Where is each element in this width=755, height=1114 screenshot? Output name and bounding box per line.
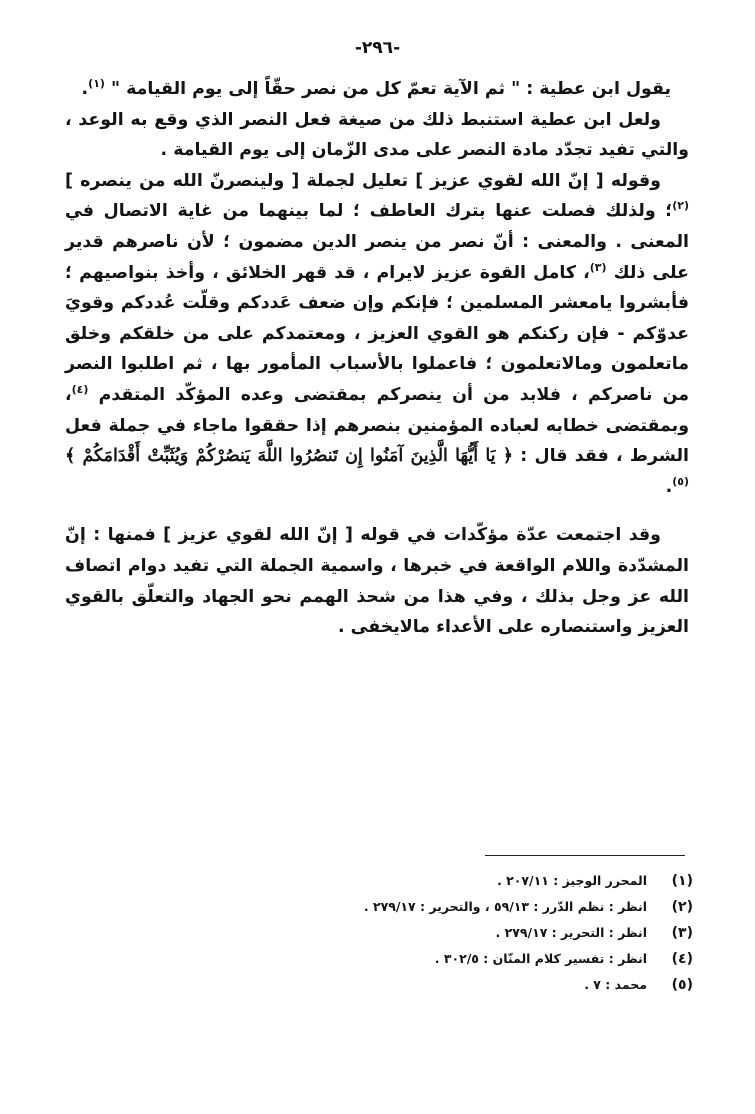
footnote-text: المحرر الوجيز : ٢٠٧/١١ .: [497, 873, 647, 888]
paragraph: [65, 520, 689, 642]
footnote-number: (٤): [671, 951, 693, 967]
footnote-text: انظر : تفسير كلام المنّان : ٣٠٢/٥ .: [434, 951, 647, 966]
footnote-number: (٥): [671, 977, 693, 993]
footnote-number: (٢): [671, 899, 693, 915]
text-segment: ؛ ولذلك فصلت عنها بترك العاطف ؛ لما بينهما من غاية الاتصال في المعنى . والمعنى : أنّ نصر من ينصر الدين مضمون ؛ لأن ناصرهم قدير على ذلك: [65, 201, 689, 283]
quran-verse: ﴿ يَا أَيُّهَا الَّذِينَ آمَنُوا إِن تَنصُرُوا اللَّهَ يَنصُرْكُمْ وَيُثَبِّتْ أَقْدَامَكُمْ ﴾: [65, 446, 513, 467]
footnote-ref[interactable]: (٥): [672, 474, 689, 488]
text-segment: ولعل ابن عطية استنبط ذلك من صيغة فعل النصر الذي وقع به الوعد ، والتي تفيد تجدّد مادة النصر على مدى الزّمان إلى يوم القيامة .: [65, 109, 689, 161]
footnote: [53, 920, 693, 946]
footnote: [53, 972, 693, 998]
footnote: [53, 868, 693, 894]
paragraph: [65, 166, 689, 503]
paragraph: [65, 105, 689, 166]
footnote-ref[interactable]: (٤): [71, 383, 89, 397]
footnote: [53, 946, 693, 972]
footnote-divider: [485, 855, 685, 856]
text-segment: وقد اجتمعت عدّة مؤكّدات في قوله [ إنّ الله لقوي عزيز ] فمنها : إنّ المشدّدة واللام الواقعة في خبرها ، واسمية الجملة التي تفيد دوام اتصاف الله عز وجل بذلك ، وفي هذا من شحذ الهمم نحو الجهاد والتعلّق بالقوي العزيز واستنصاره على الأعداء مالايخفى .: [65, 525, 689, 638]
footnote-ref[interactable]: (٢): [672, 199, 689, 213]
text-segment: .: [665, 476, 673, 497]
footnote-number: (٣): [671, 925, 693, 941]
text-segment: .: [81, 79, 89, 99]
footnote-number: (١): [671, 873, 693, 889]
paragraph: [65, 74, 689, 105]
text-segment: ، كامل القوة عزيز لايرام ، قد قهر الخلائق ، وأخذ بنواصيهم ؛ فأبشروا يامعشر المسلمين ؛ فإنكم وإن ضعف عَددكم وقلّت عُددكم وقويَ عدوّكم - فإن ركنكم هو القوي العزيز ، ومعتمدكم على من خلقكم وخلق ماتعلمون ومالاتعلمون ؛ فاعملوا بالأسباب المأمور بها ، ثم اطلبوا النصر من ناصركم ، فلابد من أن ينصركم بمقتضى وعده المؤكّد المتقدم: [65, 262, 689, 405]
footnote-text: محمد : ٧ .: [584, 977, 647, 992]
text-segment: يقول ابن عطية : " ثم الآية تعمّ كل من نصر حقّاً إلى يوم القيامة ": [104, 79, 671, 99]
footnote: [53, 894, 693, 920]
page-number: -٢٩٦-: [354, 38, 401, 58]
text-segment: وقوله [ إنّ الله لقوي عزيز ] تعليل لجملة [ ولينصرنّ الله من ينصره ]: [65, 170, 661, 191]
footnote-ref[interactable]: (١): [88, 77, 105, 91]
main-text: [65, 74, 689, 643]
footnotes: [53, 868, 693, 998]
footnote-ref[interactable]: (٣): [589, 260, 607, 274]
footnote-text: انظر : نظم الدّرر : ٥٩/١٣ ، والتحرير : ٢٧٩/١٧ .: [363, 899, 647, 914]
footnote-text: انظر : التحرير : ٢٧٩/١٧ .: [495, 925, 647, 940]
text-segment: ، وبمقتضى خطابه لعباده المؤمنين بنصرهم إذا حققوا ماجاء في جملة فعل الشرط ، فقد قال :: [65, 384, 689, 467]
